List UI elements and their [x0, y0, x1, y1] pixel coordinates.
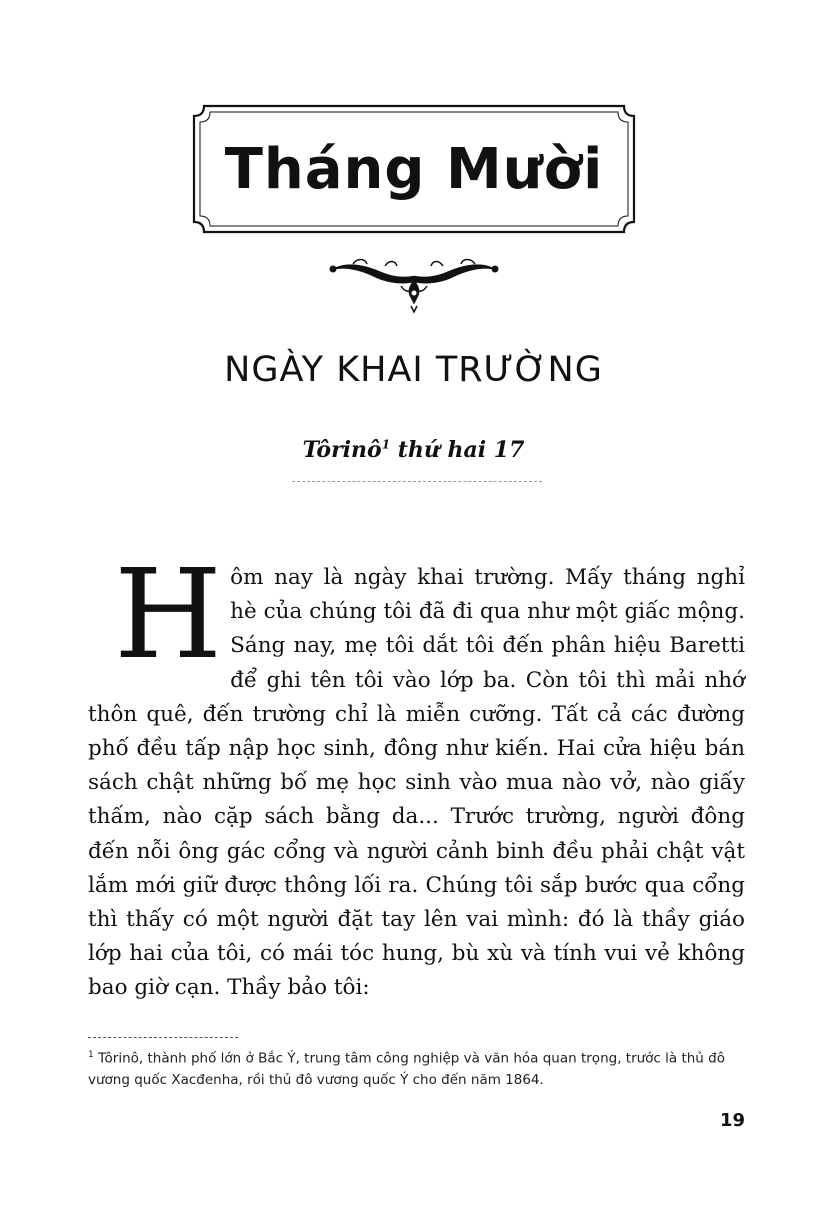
section-title: NGÀY KHAI TRƯỜNG	[224, 350, 603, 390]
flourish-ornament	[323, 256, 505, 320]
chapter-title: Tháng Mười	[224, 136, 604, 202]
dateline-place: Tôrinô	[302, 437, 382, 463]
footnote	[88, 1045, 748, 1091]
footnote-divider	[88, 1037, 238, 1038]
page-number: 19	[719, 1110, 745, 1131]
body-text: ôm nay là ngày khai trường. Mấy tháng nghỉ hè của chúng tôi đã đi qua như một giấc mộng. Sáng nay, mẹ tôi dắt tôi đến phân hiệu Baretti để ghi tên tôi vào lớp ba. Còn tôi thì mải nhớ thôn quê, đến trường chỉ là miễn cưỡng. Tất cả các đường phố đều tấp nập học sinh, đông như kiến. Hai cửa hiệu bán sách chật những bố mẹ học sinh vào mua nào vở, nào giấy thấm, nào cặp sách bằng da... Trước trường, người đông đến nỗi ông gác cổng và người cảnh binh đều phải chật vật lắm mới giữ được thông lối ra. Chúng tôi sắp bước qua cổng thì thấy có một người đặt tay lên vai mình: đó là thầy giáo lớp hai của tôi, có mái tóc hung, bù xù và tính vui vẻ không bao giờ cạn. Thầy bảo tôi:	[88, 565, 745, 1001]
body-paragraph	[88, 543, 745, 1006]
drop-cap: H	[114, 543, 223, 687]
footnote-marker: 1	[88, 1050, 94, 1060]
dateline-date: thứ hai 17	[390, 437, 525, 463]
footnote-text: Tôrinô, thành phố lớn ở Bắc Ý, trung tâm công nghiệp và văn hóa quan trọng, trước là thủ đô vương quốc Xacđenha, rồi thủ đô vương quốc Ý cho đến năm 1864.	[88, 1050, 725, 1088]
footnote-reference: 1	[381, 437, 391, 452]
dateline-divider	[292, 481, 542, 482]
dateline	[0, 437, 827, 463]
